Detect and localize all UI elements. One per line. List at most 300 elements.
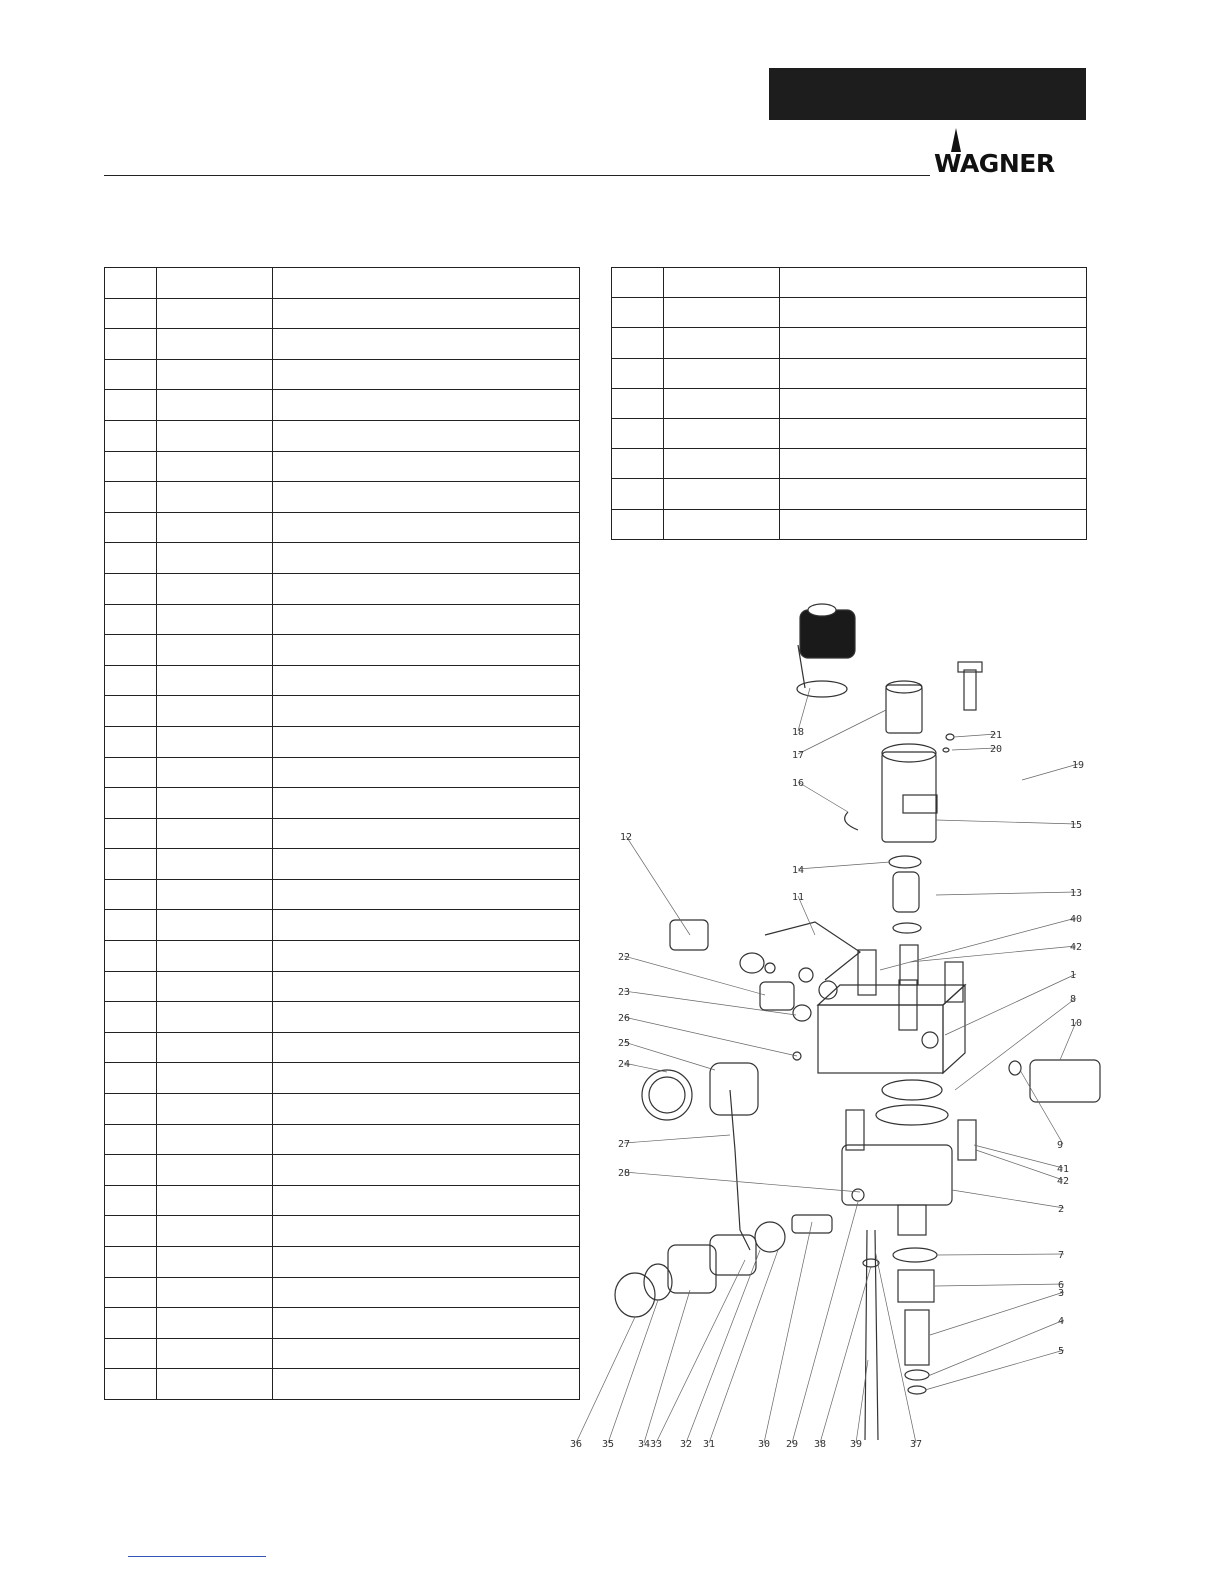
table-left-row	[105, 1338, 580, 1369]
callout-leader-line	[925, 1350, 1064, 1390]
table-left-row	[105, 941, 580, 972]
callout-leader-line	[798, 710, 886, 754]
description-cell	[273, 1216, 580, 1247]
check-valve	[893, 872, 919, 912]
description-cell	[273, 788, 580, 819]
bolt-upper-right	[945, 962, 963, 1002]
item-cell	[105, 573, 157, 604]
callout-leader-line	[910, 946, 1076, 962]
item-cell	[105, 1308, 157, 1339]
part-number-cell	[664, 298, 780, 328]
description-cell	[273, 1063, 580, 1094]
small-o-ring	[943, 748, 949, 752]
callout-label: 38	[814, 1439, 827, 1450]
spring-6	[898, 1270, 934, 1302]
item-cell	[612, 358, 664, 388]
table-right-row	[612, 268, 1087, 298]
part-number-cell	[157, 1369, 273, 1400]
seal-ring-14	[889, 856, 921, 868]
part-number-cell	[664, 328, 780, 358]
description-cell	[273, 1338, 580, 1369]
callout-label: 36	[570, 1439, 583, 1450]
callout-label: 24	[618, 1059, 631, 1070]
description-cell	[273, 329, 580, 360]
table-right-row	[612, 328, 1087, 358]
item-cell	[612, 388, 664, 418]
part-number-cell	[157, 390, 273, 421]
exploded-parts-diagram	[560, 590, 1140, 1460]
callout-label: 26	[618, 1013, 631, 1024]
item-cell	[612, 298, 664, 328]
header-bar	[769, 68, 1086, 120]
description-cell	[780, 388, 1087, 418]
table-left-row	[105, 1063, 580, 1094]
callout-label: 28	[618, 1168, 631, 1179]
item-cell	[105, 1369, 157, 1400]
item-cell	[105, 1063, 157, 1094]
callout-label: 8	[1070, 994, 1077, 1005]
callout-label: 22	[618, 952, 631, 963]
table-right-row	[612, 418, 1087, 448]
description-cell	[273, 512, 580, 543]
callout-label: 6	[1058, 1280, 1065, 1291]
table-left-row	[105, 543, 580, 574]
callout-leader-line	[798, 862, 890, 869]
part-number-cell	[664, 418, 780, 448]
part-number-cell	[157, 1032, 273, 1063]
table-left-row	[105, 1094, 580, 1125]
table-right-row	[612, 298, 1087, 328]
bolt-42	[900, 945, 918, 985]
description-cell	[273, 635, 580, 666]
callout-leader-line	[955, 998, 1076, 1090]
description-cell	[273, 1185, 580, 1216]
part-number-cell	[664, 509, 780, 539]
table-left-row	[105, 1185, 580, 1216]
description-cell	[273, 818, 580, 849]
part-number-cell	[157, 696, 273, 727]
item-cell	[105, 543, 157, 574]
callout-label: 37	[910, 1439, 923, 1450]
description-cell	[273, 359, 580, 390]
description-cell	[273, 1124, 580, 1155]
table-left-row	[105, 849, 580, 880]
item-cell	[105, 420, 157, 451]
filter-cap	[800, 610, 855, 658]
callout-label: 20	[990, 744, 1003, 755]
callout-label: 4	[1058, 1316, 1065, 1327]
main-block	[818, 1005, 943, 1073]
item-cell	[612, 479, 664, 509]
seal-ring-lower	[893, 923, 921, 933]
callout-label: 7	[1058, 1250, 1065, 1261]
table-left-row	[105, 665, 580, 696]
table-left-row	[105, 1308, 580, 1339]
description-cell	[273, 1369, 580, 1400]
ring-38	[863, 1259, 879, 1267]
part-number-cell	[157, 1247, 273, 1278]
header-rule	[104, 175, 930, 176]
regulator-outlet	[898, 1205, 926, 1235]
description-cell	[273, 941, 580, 972]
callout-label: 41	[1057, 1164, 1070, 1175]
callout-leader-line	[856, 1360, 868, 1443]
table-left-row	[105, 788, 580, 819]
table-left-row	[105, 1002, 580, 1033]
item-cell	[612, 418, 664, 448]
housing-window	[903, 795, 937, 813]
callout-leader-line	[952, 1190, 1064, 1208]
callout-leader-line	[656, 1260, 745, 1443]
description-cell	[273, 971, 580, 1002]
block-port	[922, 1032, 938, 1048]
description-cell	[273, 268, 580, 299]
filter-housing-top	[882, 744, 936, 762]
washer-small	[765, 963, 775, 973]
filter-insert	[886, 685, 922, 733]
item-cell	[105, 512, 157, 543]
table-left-row	[105, 726, 580, 757]
callout-leader-line	[1022, 764, 1078, 780]
knob-insert-33	[710, 1235, 756, 1275]
callout-label: 35	[602, 1439, 615, 1450]
part-number-cell	[157, 971, 273, 1002]
description-cell	[273, 910, 580, 941]
spring-sleeve-3	[905, 1310, 929, 1365]
part-number-cell	[157, 1002, 273, 1033]
callout-label: 32	[680, 1439, 693, 1450]
description-cell	[273, 604, 580, 635]
part-number-cell	[157, 1094, 273, 1125]
table-left-row	[105, 971, 580, 1002]
regulator-body	[842, 1145, 952, 1205]
table-left-row	[105, 1369, 580, 1400]
logo-text: WAGNER	[934, 149, 1055, 178]
item-cell	[612, 509, 664, 539]
callout-label: 42	[1070, 942, 1083, 953]
item-cell	[105, 1338, 157, 1369]
item-cell	[105, 1124, 157, 1155]
table-left-row	[105, 482, 580, 513]
table-left-row	[105, 604, 580, 635]
fitting-22	[760, 982, 794, 1010]
ring-5	[908, 1386, 926, 1394]
callout-label: 18	[792, 727, 805, 738]
item-cell	[612, 328, 664, 358]
callout-leader-line	[936, 892, 1076, 895]
callout-leader-line	[686, 1250, 760, 1443]
part-number-cell	[157, 298, 273, 329]
callout-label: 33	[650, 1439, 663, 1450]
description-cell	[273, 726, 580, 757]
callout-label: 15	[1070, 820, 1083, 831]
description-cell	[780, 328, 1087, 358]
table-left-row	[105, 512, 580, 543]
item-cell	[105, 359, 157, 390]
gauge-dial	[649, 1077, 685, 1113]
retaining-clip	[845, 812, 858, 830]
callout-leader-line	[624, 991, 796, 1015]
item-cell	[105, 665, 157, 696]
item-cell	[105, 971, 157, 1002]
description-cell	[273, 849, 580, 880]
callout-label: 40	[1070, 914, 1083, 925]
description-cell	[273, 543, 580, 574]
table-right-row	[612, 388, 1087, 418]
item-cell	[105, 1247, 157, 1278]
part-number-cell	[157, 849, 273, 880]
callout-leader-line	[880, 918, 1076, 970]
item-cell	[105, 329, 157, 360]
description-cell	[273, 390, 580, 421]
hose-27	[730, 1090, 750, 1250]
table-left-row	[105, 1247, 580, 1278]
quick-coupler-10	[1030, 1060, 1100, 1102]
part-number-cell	[157, 543, 273, 574]
tube-39	[865, 1230, 867, 1440]
table-left-row	[105, 451, 580, 482]
footer-link-underline[interactable]	[128, 1556, 266, 1557]
item-cell	[105, 788, 157, 819]
part-number-cell	[157, 757, 273, 788]
gauge-cover	[710, 1063, 758, 1115]
callout-label: 16	[792, 778, 805, 789]
description-cell	[273, 1308, 580, 1339]
description-cell	[780, 358, 1087, 388]
part-number-cell	[157, 665, 273, 696]
bolt-40	[858, 950, 876, 995]
description-cell	[273, 573, 580, 604]
callout-label: 1	[1070, 970, 1077, 981]
part-number-cell	[664, 479, 780, 509]
parts-table-left	[104, 267, 580, 1400]
table-left-row	[105, 1277, 580, 1308]
wagner-logo	[934, 128, 1086, 176]
part-number-cell	[157, 879, 273, 910]
callout-label: 13	[1070, 888, 1083, 899]
table-left-row	[105, 635, 580, 666]
table-left-row	[105, 696, 580, 727]
part-number-cell	[157, 1185, 273, 1216]
part-number-cell	[157, 1155, 273, 1186]
callout-label: 42	[1057, 1176, 1070, 1187]
description-cell	[780, 298, 1087, 328]
filter-housing	[882, 752, 936, 842]
description-cell	[273, 1277, 580, 1308]
item-cell	[105, 635, 157, 666]
item-cell	[105, 482, 157, 513]
table-left-row	[105, 757, 580, 788]
table-left-row	[105, 1155, 580, 1186]
description-cell	[273, 420, 580, 451]
o-ring-29	[852, 1189, 864, 1201]
part-number-cell	[157, 1063, 273, 1094]
part-number-cell	[157, 1216, 273, 1247]
part-number-cell	[157, 482, 273, 513]
callout-label: 11	[792, 892, 805, 903]
callout-leader-line	[792, 1202, 858, 1443]
description-cell	[780, 449, 1087, 479]
callout-leader-line	[764, 1222, 812, 1443]
callout-label: 27	[618, 1139, 631, 1150]
description-cell	[780, 509, 1087, 539]
part-number-cell	[157, 604, 273, 635]
callout-leader-line	[798, 782, 848, 812]
part-number-cell	[664, 449, 780, 479]
callout-label: 23	[618, 987, 631, 998]
callout-leader-line	[576, 1317, 635, 1443]
table-left-row	[105, 268, 580, 299]
callout-leader-line	[624, 1063, 667, 1072]
part-number-cell	[157, 726, 273, 757]
knob-34	[668, 1245, 716, 1293]
part-number-cell	[157, 910, 273, 941]
callout-label: 34	[638, 1439, 651, 1450]
o-ring-7	[893, 1248, 937, 1262]
valve-stem	[964, 670, 976, 710]
callout-leader-line	[820, 1266, 871, 1443]
item-cell	[105, 1155, 157, 1186]
item-cell	[105, 1032, 157, 1063]
description-cell	[273, 1002, 580, 1033]
part-number-cell	[157, 788, 273, 819]
o-ring-23	[793, 1005, 811, 1021]
callout-label: 21	[990, 730, 1003, 741]
description-cell	[273, 298, 580, 329]
description-cell	[273, 665, 580, 696]
table-left-row	[105, 329, 580, 360]
part-number-cell	[157, 1124, 273, 1155]
item-cell	[612, 449, 664, 479]
callout-leader-line	[936, 820, 1076, 824]
description-cell	[273, 451, 580, 482]
description-cell	[273, 757, 580, 788]
main-block-side	[943, 985, 965, 1073]
callout-leader-line	[875, 1250, 916, 1443]
part-number-cell	[157, 1308, 273, 1339]
item-cell	[105, 451, 157, 482]
description-cell	[273, 696, 580, 727]
item-cell	[105, 1002, 157, 1033]
table-right-row	[612, 509, 1087, 539]
parts-table-right	[611, 267, 1087, 540]
callout-leader-line	[976, 1150, 1063, 1180]
table-right-row	[612, 358, 1087, 388]
callout-label: 39	[850, 1439, 863, 1450]
table-left-row	[105, 1216, 580, 1247]
description-cell	[780, 479, 1087, 509]
description-cell	[780, 268, 1087, 298]
item-cell	[105, 390, 157, 421]
washer-right	[799, 968, 813, 982]
part-number-cell	[664, 268, 780, 298]
item-cell	[105, 757, 157, 788]
callout-label: 19	[1072, 760, 1085, 771]
description-cell	[273, 1247, 580, 1278]
callout-label: 14	[792, 865, 805, 876]
item-cell	[105, 604, 157, 635]
description-cell	[273, 482, 580, 513]
item-cell	[612, 268, 664, 298]
part-number-cell	[157, 1338, 273, 1369]
item-cell	[105, 879, 157, 910]
table-left-row	[105, 420, 580, 451]
callout-leader-line	[624, 956, 765, 995]
callout-label: 10	[1070, 1018, 1083, 1029]
callout-leader-line	[935, 1284, 1064, 1286]
callout-label: 25	[618, 1038, 631, 1049]
item-cell	[105, 1277, 157, 1308]
callout-label: 5	[1058, 1346, 1065, 1357]
item-cell	[105, 1216, 157, 1247]
table-right-row	[612, 479, 1087, 509]
item-cell	[105, 941, 157, 972]
bolt-left-lower	[846, 1110, 864, 1150]
callout-leader-line	[937, 1254, 1064, 1255]
item-cell	[105, 726, 157, 757]
washer-4	[905, 1370, 929, 1380]
item-cell	[105, 910, 157, 941]
o-ring-left	[740, 953, 764, 973]
item-cell	[105, 818, 157, 849]
part-number-cell	[157, 359, 273, 390]
filter-insert-rim	[886, 681, 922, 693]
small-seal	[946, 734, 954, 740]
fitting-12	[670, 920, 708, 950]
callout-label: 3	[1058, 1288, 1065, 1299]
part-number-cell	[157, 1277, 273, 1308]
table-left-row	[105, 298, 580, 329]
table-left-row	[105, 910, 580, 941]
valve-30	[792, 1215, 832, 1233]
adjuster-32	[755, 1222, 785, 1252]
item-cell	[105, 298, 157, 329]
table-left-row	[105, 1124, 580, 1155]
description-cell	[273, 879, 580, 910]
description-cell	[273, 1155, 580, 1186]
callout-label: 17	[792, 750, 805, 761]
o-ring-9	[1009, 1061, 1021, 1075]
diaphragm	[876, 1105, 948, 1125]
description-cell	[273, 1032, 580, 1063]
table-left-row	[105, 390, 580, 421]
table-right-row	[612, 449, 1087, 479]
item-cell	[105, 268, 157, 299]
diaphragm-disc	[882, 1080, 942, 1100]
table-left-row	[105, 573, 580, 604]
part-number-cell	[157, 512, 273, 543]
callout-leader-line	[1020, 1070, 1063, 1144]
part-number-cell	[157, 573, 273, 604]
item-cell	[105, 696, 157, 727]
item-cell	[105, 1094, 157, 1125]
part-number-cell	[157, 420, 273, 451]
callout-label: 31	[703, 1439, 716, 1450]
item-cell	[105, 1185, 157, 1216]
part-number-cell	[157, 818, 273, 849]
part-number-cell	[157, 451, 273, 482]
part-number-cell	[157, 268, 273, 299]
callout-label: 2	[1058, 1204, 1065, 1215]
description-cell	[273, 1094, 580, 1125]
item-cell	[105, 849, 157, 880]
callout-leader-line	[624, 1135, 730, 1143]
bolt-41	[958, 1120, 976, 1160]
callout-label: 29	[786, 1439, 799, 1450]
description-cell	[780, 418, 1087, 448]
part-number-cell	[664, 388, 780, 418]
part-number-cell	[157, 941, 273, 972]
